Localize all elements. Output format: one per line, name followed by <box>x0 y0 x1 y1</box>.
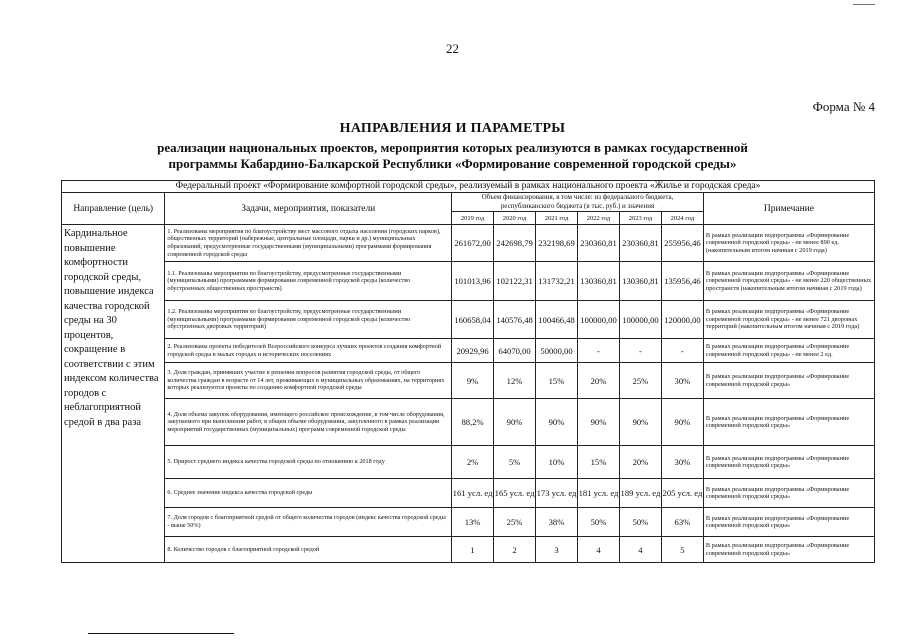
value-cell: 173 усл. ед <box>536 479 578 508</box>
task-cell: 1. Реализованы мероприятия по благоустройству мест массового отдыха населения (городских парков), общественных территорий (набережные, центральные площади, парки и др.) муниципальных образований, предусмотренные государственными (муниципальными) программами формирования современной городской среды <box>165 225 452 262</box>
note-cell: В рамках реализации подпрограммы «Формирование современной городской среды» - не менее 2 ед. <box>703 339 874 363</box>
value-cell: 25% <box>494 508 536 537</box>
note-cell: В рамках реализации подпрограммы «Формирование современной городской среды» - не менее 890 ед. (накопительным итогом начиная с 2019 года) <box>703 225 874 262</box>
value-cell: 135956,46 <box>661 262 703 301</box>
value-cell: 90% <box>494 399 536 446</box>
value-cell: - <box>578 339 620 363</box>
value-cell: 50% <box>578 508 620 537</box>
value-cell: 5% <box>494 446 536 479</box>
value-cell: 15% <box>578 446 620 479</box>
table-row <box>62 508 875 537</box>
value-cell: 90% <box>578 399 620 446</box>
year-header: 2023 год <box>619 212 661 225</box>
value-cell: 50% <box>619 508 661 537</box>
value-cell: 20929,96 <box>452 339 494 363</box>
table-row <box>62 339 875 363</box>
value-cell: 30% <box>661 363 703 399</box>
value-cell: 165 усл. ед <box>494 479 536 508</box>
value-cell: 13% <box>452 508 494 537</box>
value-cell: 25% <box>619 363 661 399</box>
value-cell: - <box>619 339 661 363</box>
value-cell: 255956,46 <box>661 225 703 262</box>
value-cell: 205 усл. ед <box>661 479 703 508</box>
note-cell: В рамках реализации подпрограммы «Формирование современной городской среды» <box>703 363 874 399</box>
task-cell: 3. Доля граждан, принявших участие в решении вопросов развития городской среды, от общего количества граждан в возрасте от 14 лет, проживающих в муниципальных образованиях, на территориях которых реализуются проекты по созданию комфортной городской среды <box>165 363 452 399</box>
value-cell: 131732,21 <box>536 262 578 301</box>
value-cell: 102122,31 <box>494 262 536 301</box>
value-cell: 12% <box>494 363 536 399</box>
value-cell: 230360,81 <box>619 225 661 262</box>
value-cell: 242698,79 <box>494 225 536 262</box>
value-cell: 181 усл. ед <box>578 479 620 508</box>
table-row <box>62 399 875 446</box>
value-cell: 130360,81 <box>578 262 620 301</box>
value-cell: 100000,00 <box>578 301 620 339</box>
value-cell: 64070,00 <box>494 339 536 363</box>
federal-project-header: Федеральный проект «Формирование комфортной городской среды», реализуемый в рамках национального проекта «Жилье и городская среда» <box>62 181 875 193</box>
value-cell: 160658,04 <box>452 301 494 339</box>
value-cell: 90% <box>661 399 703 446</box>
value-cell: 2% <box>452 446 494 479</box>
page-number: 22 <box>446 41 459 56</box>
task-cell: 4. Доля объема закупок оборудования, имеющего российское происхождение, в том числе оборудования, закупаемого при выполнении работ, в общем объеме оборудования, закупленного в рамках реализации мероприятий государственных (муниципальных) программ современной городской среды <box>165 399 452 446</box>
table-row <box>62 479 875 508</box>
value-cell: 38% <box>536 508 578 537</box>
value-cell: 1 <box>452 537 494 563</box>
task-cell: 1.1. Реализованы мероприятия по благоустройству, предусмотренные государственными (муниципальными) программами формирования современной городской среды (количество обустроенных общественных пространств) <box>165 262 452 301</box>
value-cell: - <box>661 339 703 363</box>
note-cell: В рамках реализации подпрограммы «Формирование современной городской среды» <box>703 508 874 537</box>
value-cell: 9% <box>452 363 494 399</box>
value-cell: 100466,48 <box>536 301 578 339</box>
note-cell: В рамках реализации подпрограммы «Формирование современной городской среды» <box>703 479 874 508</box>
value-cell: 189 усл. ед <box>619 479 661 508</box>
task-cell: 8. Количество городов с благоприятной городской средой <box>165 537 452 563</box>
value-cell: 4 <box>619 537 661 563</box>
table-row <box>62 537 875 563</box>
note-cell: В рамках реализации подпрограммы «Формирование современной городской среды» <box>703 537 874 563</box>
table-row <box>62 301 875 339</box>
direction-header: Направление (цель) <box>62 193 165 225</box>
value-cell: 101013,96 <box>452 262 494 301</box>
parameters-table <box>61 180 875 563</box>
task-cell: 1.2. Реализованы мероприятия по благоустройству, предусмотренные государственными (муниципальными) программами формирования современной городской среды (количество обустроенных дворовых территорий) <box>165 301 452 339</box>
task-cell: 2. Реализованы проекты победителей Всероссийского конкурса лучших проектов создания комфортной городской среды в малых городах и исторических поселениях <box>165 339 452 363</box>
document-subtitle-line1: реализации национальных проектов, мероприятия которых реализуются в рамках государственной <box>157 140 748 155</box>
value-cell: 130360,81 <box>619 262 661 301</box>
task-cell: 6. Среднее значение индекса качества городской среды <box>165 479 452 508</box>
scan-mark <box>853 0 875 5</box>
footnote-rule <box>88 633 234 634</box>
table-row <box>62 225 875 262</box>
value-cell: 140576,48 <box>494 301 536 339</box>
table-row <box>62 363 875 399</box>
value-cell: 2 <box>494 537 536 563</box>
value-cell: 20% <box>619 446 661 479</box>
year-header: 2024 год <box>661 212 703 225</box>
value-cell: 10% <box>536 446 578 479</box>
value-cell: 232198,69 <box>536 225 578 262</box>
note-cell: В рамках реализации подпрограммы «Формирование современной городской среды» <box>703 399 874 446</box>
value-cell: 161 усл. ед <box>452 479 494 508</box>
note-cell: В рамках реализации подпрограммы «Формирование современной городской среды» - не менее 220 общественных пространств (накопительным итогом начиная с 2019 года) <box>703 262 874 301</box>
value-cell: 261672,00 <box>452 225 494 262</box>
note-header: Примечание <box>703 193 874 225</box>
value-cell: 4 <box>578 537 620 563</box>
year-header: 2019 год <box>452 212 494 225</box>
task-cell: 7. Доля городов с благоприятной средой от общего количества городов (индекс качества городской среды - выше 50%) <box>165 508 452 537</box>
document-subtitle-line2: программы Кабардино-Балкарской Республики «Формирование современной городской среды» <box>168 156 737 171</box>
value-cell: 230360,81 <box>578 225 620 262</box>
value-cell: 15% <box>536 363 578 399</box>
note-cell: В рамках реализации подпрограммы «Формирование современной городской среды» <box>703 446 874 479</box>
form-label: Форма № 4 <box>812 99 875 114</box>
value-cell: 20% <box>578 363 620 399</box>
note-cell: В рамках реализации подпрограммы «Формирование современной городской среды» - не менее 721 дворовых территорий (накопительным итогом начиная с 2019 года) <box>703 301 874 339</box>
tasks-header: Задачи, мероприятия, показатели <box>165 193 452 225</box>
value-cell: 90% <box>619 399 661 446</box>
value-cell: 120000,00 <box>661 301 703 339</box>
task-cell: 5. Прирост среднего индекса качества городской среды по отношению к 2018 году <box>165 446 452 479</box>
value-cell: 90% <box>536 399 578 446</box>
year-header: 2022 год <box>578 212 620 225</box>
value-cell: 5 <box>661 537 703 563</box>
document-title: НАПРАВЛЕНИЯ И ПАРАМЕТРЫ <box>339 121 566 136</box>
year-header: 2021 год <box>536 212 578 225</box>
value-cell: 63% <box>661 508 703 537</box>
direction-goal: Кардинальное повышение комфортности городской среды, повышение индекса качества городской среды на 30 процентов, сокращение в соответствии с этим индексом количества городов с неблагоприятной средой в два раза <box>62 225 165 563</box>
table-row <box>62 446 875 479</box>
volume-header: Объем финансирования, в том числе: из федерального бюджета, республиканского бюджета (в тыс. руб.) и значения <box>452 193 704 212</box>
value-cell: 50000,00 <box>536 339 578 363</box>
value-cell: 3 <box>536 537 578 563</box>
value-cell: 88,2% <box>452 399 494 446</box>
year-header: 2020 год <box>494 212 536 225</box>
table-row <box>62 262 875 301</box>
value-cell: 100000,00 <box>619 301 661 339</box>
value-cell: 30% <box>661 446 703 479</box>
